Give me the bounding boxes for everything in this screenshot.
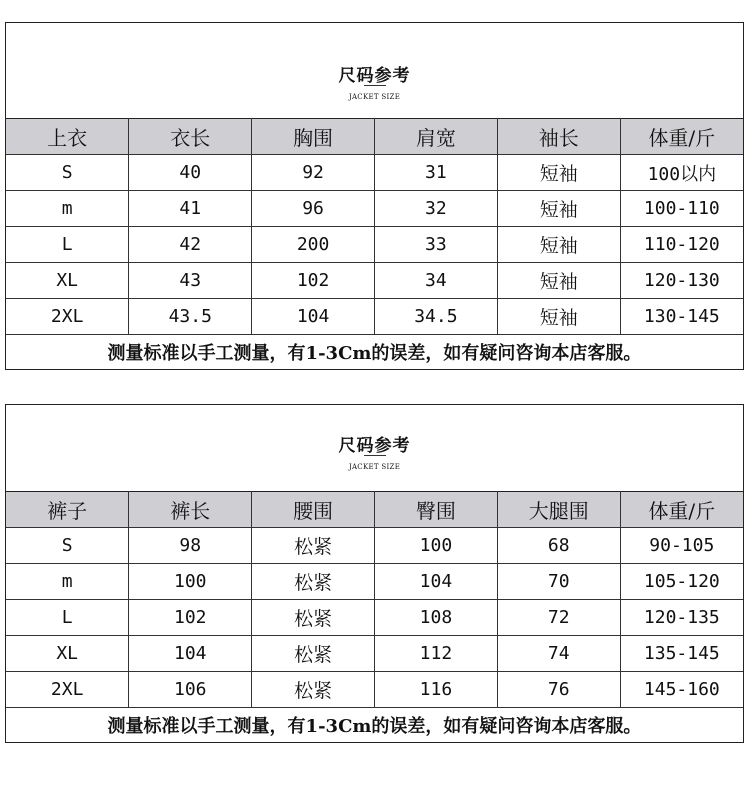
table-cell: 松紧 (252, 636, 375, 672)
table-cell: 104 (374, 564, 497, 600)
jacket-size-table (6, 118, 743, 369)
card-header (6, 23, 743, 118)
table-cell: 短袖 (497, 191, 620, 227)
table-cell: L (6, 600, 129, 636)
table-row (6, 600, 743, 636)
header-cell: 袖长 (497, 119, 620, 155)
table-cell: 42 (129, 227, 252, 263)
table-header-row (6, 119, 743, 155)
table-row (6, 191, 743, 227)
table-cell: 116 (374, 672, 497, 708)
header-cell: 胸围 (252, 119, 375, 155)
table-cell: 2XL (6, 672, 129, 708)
table-cell: 112 (374, 636, 497, 672)
table-cell: 短袖 (497, 155, 620, 191)
table-cell: 145-160 (620, 672, 743, 708)
table-cell: 41 (129, 191, 252, 227)
table-cell: 102 (129, 600, 252, 636)
header-cell: 体重/斤 (620, 492, 743, 528)
table-cell: 31 (374, 155, 497, 191)
table-cell: 短袖 (497, 227, 620, 263)
table-cell: 70 (497, 564, 620, 600)
table-cell: 110-120 (620, 227, 743, 263)
table-cell: S (6, 528, 129, 564)
table-cell: 104 (129, 636, 252, 672)
table-cell: 43.5 (129, 299, 252, 335)
pants-size-table (6, 491, 743, 742)
header-cell: 裤长 (129, 492, 252, 528)
table-cell: 108 (374, 600, 497, 636)
table-cell: XL (6, 636, 129, 672)
header-cell: 裤子 (6, 492, 129, 528)
table-cell: 100以内 (620, 155, 743, 191)
table-row (6, 155, 743, 191)
table-cell: 106 (129, 672, 252, 708)
title-divider (364, 455, 386, 456)
table-cell: 96 (252, 191, 375, 227)
table-cell: 100 (129, 564, 252, 600)
card-title: 尺码参考 (338, 436, 411, 456)
table-cell: 105-120 (620, 564, 743, 600)
table-cell: 135-145 (620, 636, 743, 672)
header-cell: 衣长 (129, 119, 252, 155)
table-cell: 104 (252, 299, 375, 335)
table-cell: 短袖 (497, 263, 620, 299)
header-cell: 上衣 (6, 119, 129, 155)
header-cell: 肩宽 (374, 119, 497, 155)
table-cell: m (6, 564, 129, 600)
header-cell: 体重/斤 (620, 119, 743, 155)
measurement-note: 测量标准以手工测量，有1-3Cm的误差，如有疑问咨询本店客服。 (6, 708, 743, 743)
header-cell: 大腿围 (497, 492, 620, 528)
table-cell: 33 (374, 227, 497, 263)
table-row (6, 636, 743, 672)
table-cell: L (6, 227, 129, 263)
table-cell: 100-110 (620, 191, 743, 227)
table-cell: 92 (252, 155, 375, 191)
table-cell: 102 (252, 263, 375, 299)
table-cell: 松紧 (252, 600, 375, 636)
header-cell: 腰围 (252, 492, 375, 528)
table-header-row (6, 492, 743, 528)
table-row (6, 564, 743, 600)
note-row (6, 708, 743, 743)
measurement-note: 测量标准以手工测量，有1-3Cm的误差，如有疑问咨询本店客服。 (6, 335, 743, 370)
card-subtitle: JACKET SIZE (348, 93, 401, 101)
table-cell: 120-135 (620, 600, 743, 636)
table-cell: XL (6, 263, 129, 299)
card-subtitle: JACKET SIZE (348, 463, 401, 471)
table-cell: 短袖 (497, 299, 620, 335)
jacket-size-card (5, 22, 744, 370)
table-cell: 72 (497, 600, 620, 636)
table-cell: 76 (497, 672, 620, 708)
table-cell: 120-130 (620, 263, 743, 299)
table-cell: 松紧 (252, 564, 375, 600)
table-cell: 32 (374, 191, 497, 227)
table-cell: 98 (129, 528, 252, 564)
table-row (6, 528, 743, 564)
table-row (6, 227, 743, 263)
table-row (6, 672, 743, 708)
title-divider (364, 85, 386, 86)
table-row (6, 263, 743, 299)
table-cell: 90-105 (620, 528, 743, 564)
table-cell: 34 (374, 263, 497, 299)
table-cell: 130-145 (620, 299, 743, 335)
note-row (6, 335, 743, 370)
table-cell: 74 (497, 636, 620, 672)
table-row (6, 299, 743, 335)
table-cell: 43 (129, 263, 252, 299)
header-cell: 臀围 (374, 492, 497, 528)
table-cell: 68 (497, 528, 620, 564)
card-header (6, 405, 743, 491)
pants-size-card (5, 404, 744, 743)
card-title: 尺码参考 (338, 66, 411, 86)
table-cell: 100 (374, 528, 497, 564)
table-cell: S (6, 155, 129, 191)
table-cell: 34.5 (374, 299, 497, 335)
table-cell: m (6, 191, 129, 227)
table-cell: 松紧 (252, 672, 375, 708)
table-cell: 40 (129, 155, 252, 191)
table-cell: 松紧 (252, 528, 375, 564)
table-cell: 2XL (6, 299, 129, 335)
table-cell: 200 (252, 227, 375, 263)
